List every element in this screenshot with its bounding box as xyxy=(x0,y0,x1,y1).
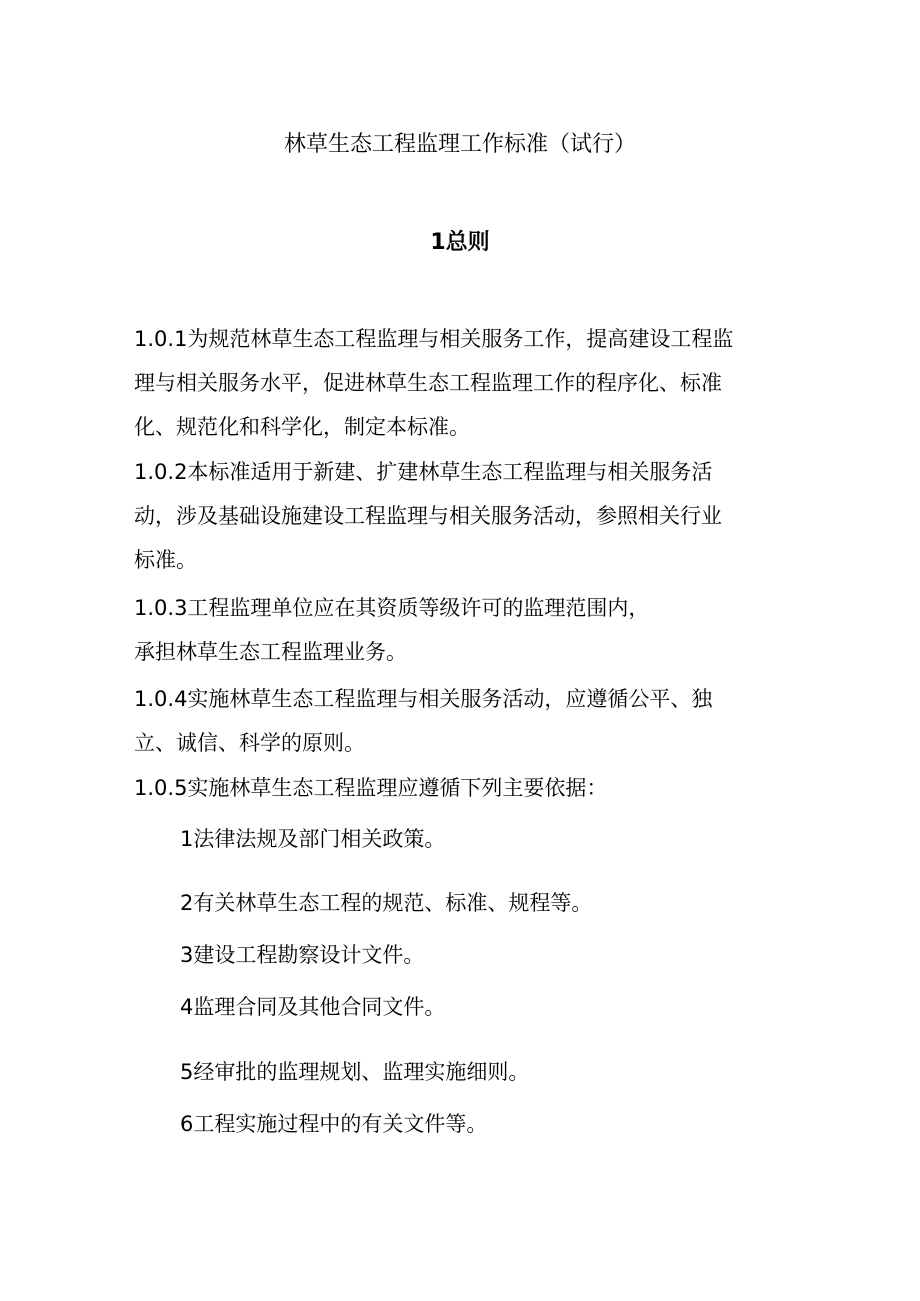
document-title: 林草生态工程监理工作标准（试行） xyxy=(283,132,636,157)
basis-item: 2有关林草生态工程的规范、标准、规程等。 xyxy=(180,891,593,915)
clause-1-0-5 xyxy=(134,766,788,810)
basis-item: 4监理合同及其他合同文件。 xyxy=(180,995,446,1019)
clause-1-0-2 xyxy=(134,450,788,582)
clause-line: 立、诚信、科学的原则。 xyxy=(134,731,365,755)
clause-line: 理与相关服务水平，促进林草生态工程监理工作的程序化、标准 xyxy=(134,371,722,395)
basis-item: 3建设工程勘察设计文件。 xyxy=(180,943,425,967)
clause-line: 动，涉及基础设施建设工程监理与相关服务活动，参照相关行业 xyxy=(134,504,722,528)
clause-line: 1.0.4实施林草生态工程监理与相关服务活动，应遵循公平、独 xyxy=(134,687,713,711)
chapter-heading: 1总则 xyxy=(430,230,490,255)
clause-line: 承担林草生态工程监理业务。 xyxy=(134,640,407,664)
clause-1-0-3 xyxy=(134,586,788,674)
clause-line: 1.0.1为规范林草生态工程监理与相关服务工作，提高建设工程监 xyxy=(134,327,734,351)
basis-item: 6工程实施过程中的有关文件等。 xyxy=(180,1112,488,1136)
clause-line: 1.0.3工程监理单位应在其资质等级许可的监理范围内， xyxy=(134,596,650,620)
basis-item: 5经审批的监理规划、监理实施细则。 xyxy=(180,1060,530,1084)
clause-line: 1.0.2本标准适用于新建、扩建林草生态工程监理与相关服务活 xyxy=(134,460,713,484)
clause-line: 化、规范化和科学化，制定本标准。 xyxy=(134,415,470,439)
clause-line: 1.0.5实施林草生态工程监理应遵循下列主要依据： xyxy=(134,776,608,800)
clause-1-0-4 xyxy=(134,677,788,765)
basis-item: 1法律法规及部门相关政策。 xyxy=(180,827,446,851)
clause-line: 标准。 xyxy=(134,548,197,572)
clause-1-0-1 xyxy=(134,317,788,449)
